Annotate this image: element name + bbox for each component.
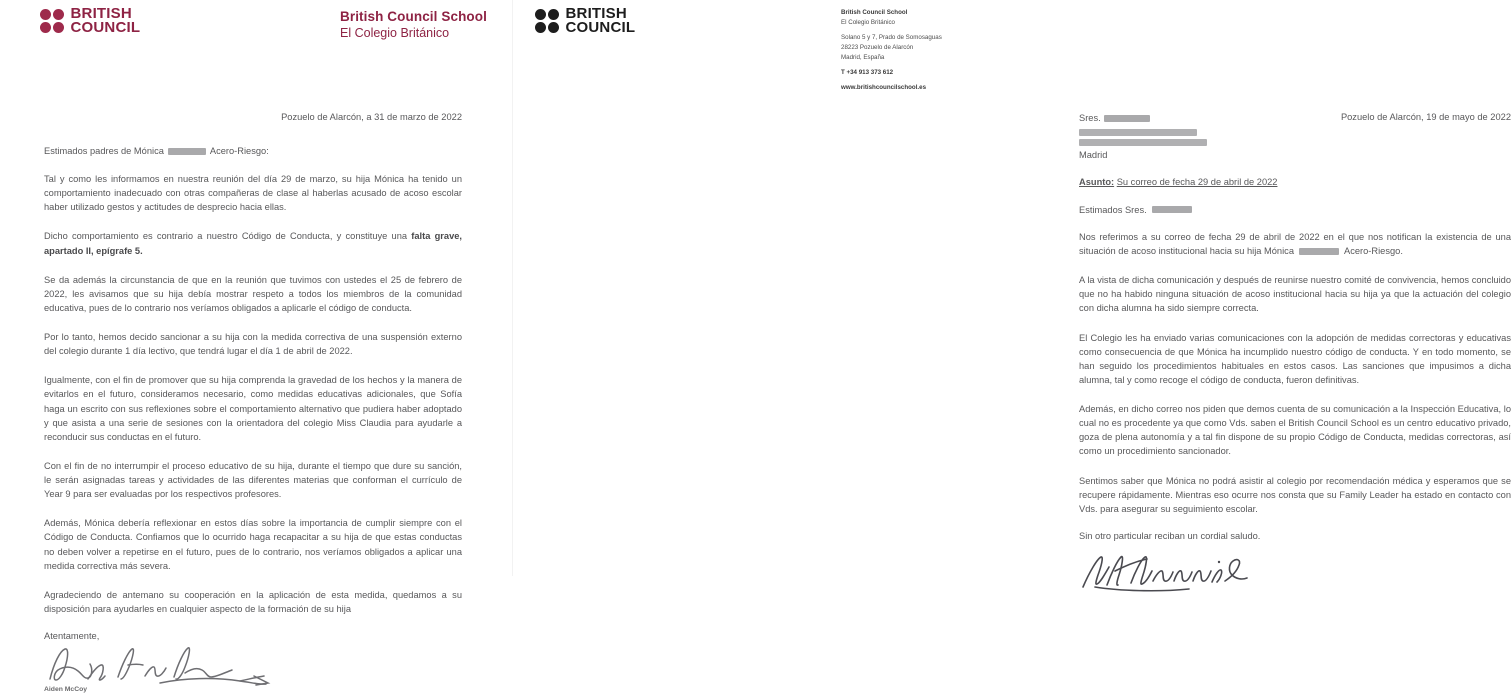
- recipient-prefix: Sres.: [1079, 113, 1101, 123]
- address-street: Solano 5 y 7, Prado de Somosaguas: [841, 34, 942, 42]
- dateline: Pozuelo de Alarcón, a 31 de marzo de 2022: [281, 112, 462, 122]
- salutation: [44, 146, 462, 156]
- signature-name: Aiden McCoy: [44, 686, 88, 693]
- dateline: Pozuelo de Alarcón, 19 de mayo de 2022: [1340, 112, 1511, 122]
- letter-page-left: [0, 0, 512, 693]
- recipient-city: Madrid: [1079, 149, 1108, 160]
- address-postal-city: 28223 Pozuelo de Alarcón: [841, 44, 914, 52]
- logo-word-line2: COUNCIL: [70, 18, 141, 36]
- address-phone: T +34 913 373 612: [841, 69, 894, 77]
- address-school-subname: El Colegio Británico: [841, 19, 895, 27]
- paragraph: Se da además la circunstancia de que en la reunión que tuvimos con ustedes el 25 de febrero de 2022, les avisamos que su hija debía mostrar respeto a todos los miembros de la comunidad educativa, pues de lo contrario nos veríamos obligados a aplicarle el código de conducta.: [44, 274, 462, 313]
- school-title-line1: British Council School: [340, 9, 487, 24]
- subject-value: Su correo de fecha 29 de abril de 2022: [1116, 176, 1278, 187]
- salutation-text-before: Estimados padres de Mónica: [44, 146, 164, 156]
- signoff: Sin otro particular reciban un cordial saludo.: [1079, 530, 1261, 541]
- redacted-recipient-address-2: [1079, 139, 1207, 146]
- paragraph: El Colegio les ha enviado varias comunicaciones con la adopción de medidas correctoras y educativas como consecuencia de que Mónica ha incumplido nuestro código de conducta. Y en todo momento, se han seguido los procedimientos habituales en estos casos. Las sanciones que impusimos a dicha alumna, tal y como recoge el código de conducta, fueron definitivas.: [1079, 332, 1511, 385]
- handwritten-signature: [1079, 547, 1279, 591]
- salutation-text-after: Acero-Riesgo:: [209, 146, 269, 156]
- letter-page-right: [512, 0, 1511, 576]
- school-title-line2: El Colegio Británico: [340, 26, 450, 41]
- redacted-recipient-name: [1104, 115, 1150, 122]
- paragraph-code-of-conduct: [44, 229, 462, 257]
- paragraph-reference: [1079, 230, 1511, 258]
- paragraph: Agradeciendo de antemano su cooperación en la aplicación de esta medida, quedamos a su disposición para ayudarles en cualquier aspecto de la formación de su hija: [44, 589, 462, 614]
- signature-block-left: [44, 643, 462, 693]
- logo-wordmark: [71, 7, 141, 35]
- salutation: [1079, 205, 1511, 215]
- redacted-recipient-address-1: [1079, 129, 1197, 136]
- paragraph: A la vista de dicha comunicación y después de reunirse nuestro comité de convivencia, hemos concluido que no ha habido ninguna situación de acoso institucional hacia su hija ya que la actuación del colegio con dicha alumna ha sido siempre correcta.: [1079, 275, 1511, 314]
- british-council-logo-left: [40, 7, 140, 35]
- address-school-name: British Council School: [841, 9, 908, 16]
- handwritten-signature: [44, 643, 304, 687]
- school-title-left: [340, 8, 487, 41]
- letterhead-address: [841, 8, 1011, 93]
- address-website[interactable]: www.britishcouncilschool.es: [841, 84, 927, 92]
- redacted-surname: [1299, 248, 1339, 255]
- subject-line: [1079, 177, 1511, 187]
- paragraph-suffix: Acero-Riesgo.: [1344, 246, 1403, 256]
- signoff: Atentamente,: [44, 631, 100, 641]
- paragraph: Además, Mónica debería reflexionar en estos días sobre la importancia de cumplir siempre con el Código de Conducta. Confiamos que lo ocurrido haga recapacitar a su hija de que estas conductas no deben volver a repetirse en el futuro, pues de lo contrario, nos veríamos obligados a aplicar una medida correctiva más severa.: [44, 518, 462, 571]
- logo-word-line2: COUNCIL: [565, 18, 636, 36]
- redacted-surname: [168, 148, 206, 155]
- logo-word-line1: BRITISH: [70, 5, 132, 22]
- paragraph-text: Nos referimos a su correo de fecha 29 de abril de 2022 en el que nos notifican la existencia de una situación de acoso institucional hacia su hija Mónica: [1079, 231, 1511, 256]
- address-region: Madrid, España: [841, 54, 885, 62]
- paragraph: Igualmente, con el fin de promover que su hija comprenda la gravedad de los hechos y la manera de evitarlos en el futuro, consideramos necesario, como medidas educativas adicionales, que Sofía haga un escrito con sus reflexiones sobre el comportamiento alternativo que pudiera haber adoptado y que asista a una serie de sesiones con la orientadora del colegio Miss Claudia para ayudarle a reconducir sus conductas en el futuro.: [44, 375, 462, 442]
- letter-body-right: [1079, 112, 1511, 593]
- paragraph: Además, en dicho correo nos piden que demos cuenta de su comunicación a la Inspección Educativa, lo cual no es procedente ya que como Vds. saben el British Council School es un centro educativo privado, goza de plena autonomía y a tal fin dispone de su propio Código de Conducta, medidas correctoras, así como un procedimiento sancionador.: [1079, 404, 1511, 457]
- logo-dots-icon: [535, 9, 559, 33]
- paragraph: Tal y como les informamos en nuestra reunión del día 29 de marzo, su hija Mónica ha tenido un comportamiento inadecuado con otras compañeras de clase al haberlas acusado de acoso escolar haber utilizado gestos y actitudes de desprecio hacia ellas.: [44, 174, 462, 213]
- paragraph-bold-clause: falta grave, apartado II, epígrafe 5.: [44, 231, 462, 256]
- redacted-surname: [1152, 206, 1192, 213]
- logo-dots-icon: [40, 9, 64, 33]
- paragraph: Por lo tanto, hemos decido sancionar a su hija con la medida correctiva de una suspensión externo del colegio durante 1 día lectivo, que tendrá lugar el día 1 de abril de 2022.: [44, 332, 462, 357]
- subject-label: Asunto:: [1079, 176, 1115, 187]
- logo-wordmark: [566, 7, 636, 35]
- salutation-text: Estimados Sres.: [1079, 204, 1147, 215]
- british-council-logo-right: [535, 7, 635, 35]
- letter-body-left: [44, 112, 462, 693]
- paragraph: Con el fin de no interrumpir el proceso educativo de su hija, durante el tiempo que dure su sanción, le serán asignadas tareas y actividades de las diferentes materias que conforman el currículo de Year 9 para ser evaluadas por los respectivos profesores.: [44, 460, 462, 500]
- signature-block-right: [1079, 547, 1511, 593]
- paragraph: Sentimos saber que Mónica no podrá asistir al colegio por recomendación médica y esperamos que se recupere rápidamente. Mientras eso ocurre nos consta que su Family Leader ha estado en contacto con Vds. para asegurar su seguimiento escolar.: [1079, 475, 1511, 514]
- paragraph-prefix: Dicho comportamiento es contrario a nuestro Código de Conducta, y constituye una: [44, 231, 412, 242]
- logo-word-line1: BRITISH: [565, 5, 627, 22]
